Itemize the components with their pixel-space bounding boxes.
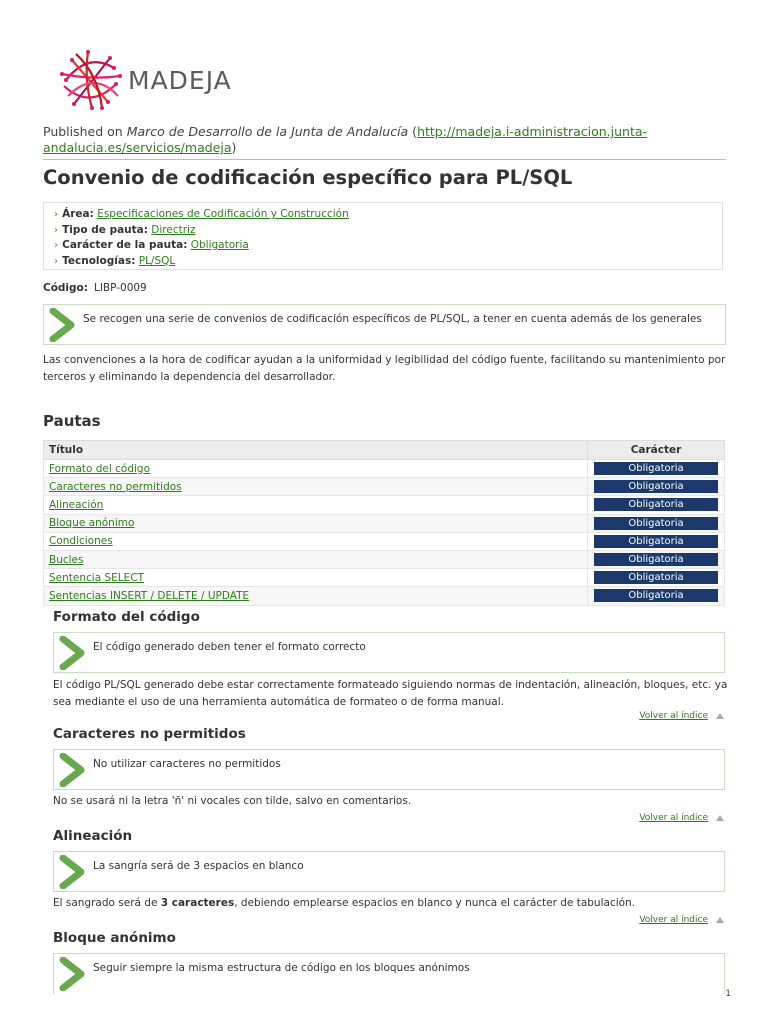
status-badge: Obligatoria [594, 535, 718, 548]
section-box-text: La sangría será de 3 espacios en blanco [93, 860, 304, 872]
summary-text: Se recogen una serie de convenios de codificación específicos de PL/SQL, a tener en cuenta además de los generales [83, 313, 702, 325]
published-line [43, 124, 733, 156]
page-number: 1 [725, 989, 731, 999]
volver-indice-link[interactable] [639, 711, 724, 721]
volver-indice-link[interactable] [639, 915, 724, 925]
section-body-alineacion [53, 895, 733, 912]
section-title-formato: Formato del código [53, 609, 200, 625]
chevron-right-icon: › [54, 255, 59, 267]
arrow-right-icon [47, 308, 77, 342]
chevron-right-icon: › [54, 224, 59, 236]
body-text: El sangrado será de [53, 897, 161, 909]
divider [43, 159, 726, 160]
section-box-text: No utilizar caracteres no permitidos [93, 758, 281, 770]
section-title-bloque: Bloque anónimo [53, 930, 176, 946]
summary-box [43, 304, 726, 345]
pauta-link[interactable]: Bloque anónimo [49, 517, 135, 530]
codigo [43, 282, 147, 294]
intro-text: Las convenciones a la hora de codificar ayudan a la uniformidad y legibilidad del código fuente, facilitando su mantenimiento por terceros y eliminando la dependencia del desarrollador. [43, 354, 726, 383]
col-caracter: Carácter [588, 441, 725, 460]
table-row [44, 532, 725, 550]
table-row [44, 550, 725, 568]
col-titulo: Título [44, 441, 588, 460]
table-row [44, 569, 725, 587]
madeja-yarn-icon [58, 50, 124, 110]
meta-label: Tipo de pauta: [62, 223, 148, 236]
meta-row-tipo [54, 223, 722, 239]
triangle-up-icon [716, 917, 724, 923]
logo-text: MADEJA [128, 65, 232, 95]
pauta-link[interactable]: Alineación [49, 498, 104, 511]
meta-row-caracter [54, 238, 722, 254]
pauta-link[interactable]: Condiciones [49, 535, 113, 548]
section-box-caracteres [53, 749, 725, 790]
meta-link-tipo[interactable]: Directriz [151, 223, 196, 236]
published-site: Marco de Desarrollo de la Junta de Andalucía [126, 124, 409, 139]
pauta-link[interactable]: Sentencias INSERT / DELETE / UPDATE [49, 589, 250, 602]
volver-label: Volver al índice [639, 711, 708, 721]
pauta-link[interactable]: Formato del código [49, 462, 151, 475]
section-title-alineacion: Alineación [53, 828, 133, 844]
pautas-heading: Pautas [43, 412, 101, 430]
table-header-row [44, 441, 725, 460]
meta-label: Área: [62, 208, 94, 220]
volver-label: Volver al índice [639, 915, 708, 925]
body-text: , debiendo emplearse espacios en blanco y nunca el carácter de tabulación. [234, 897, 636, 909]
status-badge: Obligatoria [594, 553, 718, 566]
volver-label: Volver al índice [639, 813, 708, 823]
meta-link-area[interactable]: Especificaciones de Codificación y Construcción [97, 208, 349, 220]
madeja-logo [58, 50, 232, 110]
section-body-caracteres: No se usará ni la letra 'ñ' ni vocales con tilde, salvo en comentarios. [53, 795, 412, 807]
meta-row-area [54, 207, 722, 223]
table-row [44, 460, 725, 478]
volver-indice-link[interactable] [639, 813, 724, 823]
table-row [44, 496, 725, 514]
table-row [44, 478, 725, 496]
status-badge: Obligatoria [594, 517, 718, 530]
published-paren-open: ( [408, 124, 418, 139]
triangle-up-icon [716, 713, 724, 719]
arrow-right-icon [57, 636, 87, 670]
section-box-formato [53, 632, 725, 673]
body-bold: 3 caracteres [160, 897, 235, 909]
page-title: Convenio de codificación específico para PL/SQL [43, 166, 573, 189]
meta-link-tecnologias[interactable]: PL/SQL [138, 254, 176, 267]
meta-label: Carácter de la pauta: [62, 239, 188, 251]
status-badge: Obligatoria [594, 498, 718, 511]
status-badge: Obligatoria [594, 462, 718, 475]
pautas-table [43, 440, 725, 606]
section-box-text: Seguir siempre la misma estructura de código en los bloques anónimos [93, 962, 470, 974]
section-title-caracteres: Caracteres no permitidos [53, 726, 246, 742]
chevron-right-icon: › [54, 209, 59, 220]
codigo-value: LIBP-0009 [93, 282, 147, 294]
arrow-right-icon [57, 855, 87, 889]
section-box-alineacion [53, 851, 725, 892]
arrow-right-icon [57, 957, 87, 991]
section-body-formato: El código PL/SQL generado debe estar correctamente formateado siguiendo normas de indentación, alineación, bloques, etc. ya sea mediante el uso de una herramienta automática de formateo o de forma manual. [53, 679, 728, 708]
meta-link-caracter[interactable]: Obligatoria [190, 239, 249, 251]
section-box-text: El código generado deben tener el formato correcto [93, 641, 366, 653]
section-box-bloque [53, 953, 725, 994]
meta-box [43, 202, 723, 270]
codigo-label: Código: [43, 282, 88, 294]
published-url-link[interactable]: http://madeja.i-administracion.junta-andalucia.es/servicios/madeja [43, 124, 648, 155]
pauta-link[interactable]: Bucles [49, 553, 84, 566]
meta-row-tecnologias [54, 254, 722, 270]
triangle-up-icon [716, 815, 724, 821]
table-row [44, 587, 725, 605]
published-prefix: Published on [43, 124, 127, 139]
pauta-link[interactable]: Sentencia SELECT [49, 571, 145, 584]
meta-label: Tecnologías: [62, 254, 136, 267]
chevron-right-icon: › [54, 240, 59, 251]
status-badge: Obligatoria [594, 589, 718, 602]
status-badge: Obligatoria [594, 480, 718, 493]
pauta-link[interactable]: Caracteres no permitidos [49, 480, 182, 493]
arrow-right-icon [57, 753, 87, 787]
published-paren-close: ) [231, 140, 237, 155]
status-badge: Obligatoria [594, 571, 718, 584]
table-row [44, 514, 725, 532]
